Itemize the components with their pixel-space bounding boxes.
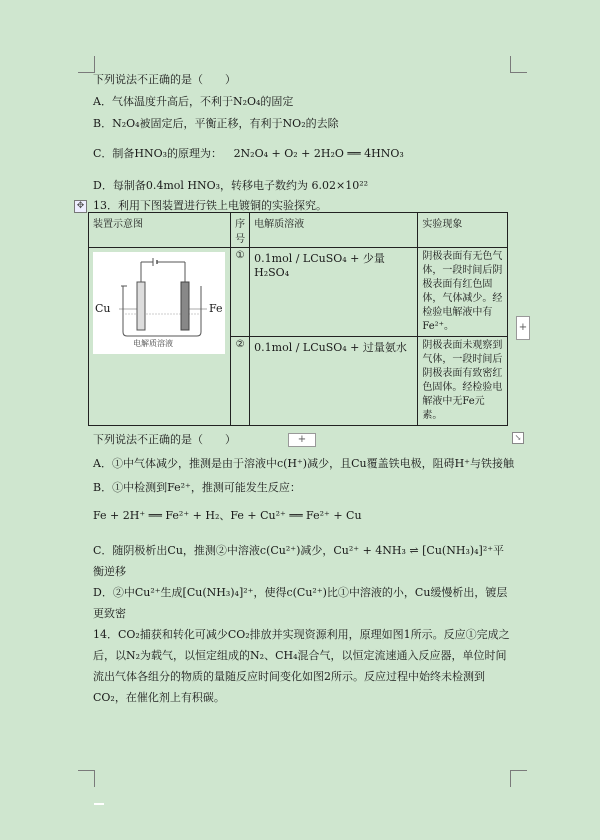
q13-option-c: C．随阴极析出Cu，推测②中溶液c(Cu²⁺)减少，Cu²⁺ + 4NH₃ ⇌ [Cu(NH₃)₄]²⁺平衡逆移	[93, 544, 505, 578]
row-index: ②	[231, 337, 250, 426]
q12-option-c-text: C．制备HNO₃的原理为：	[93, 147, 223, 160]
q12-option-c	[93, 147, 404, 161]
q12-option-b: B．N₂O₄被固定后，平衡正移，有利于NO₂的去除	[93, 117, 339, 130]
q12-option-a: A．气体温度升高后，不利于N₂O₄的固定	[93, 95, 294, 108]
header-solution: 电解质溶液	[250, 213, 418, 248]
solution-caption: 电解质溶液	[133, 339, 173, 348]
experiment-table	[88, 212, 508, 426]
q13-after-stem: 下列说法不正确的是（ ）	[93, 433, 236, 446]
header-apparatus: 装置示意图	[89, 213, 231, 248]
add-row-button[interactable]: +	[288, 433, 316, 447]
table-row	[89, 248, 508, 337]
corner-mark	[78, 770, 95, 787]
row-observation: 阴极表面有无色气体，一段时间后阴极表面有红色固体，气体减少。经检验电解液中有Fe²⁺。	[418, 248, 508, 337]
q12-stem: 下列说法不正确的是（ ）	[93, 73, 236, 86]
cathode-label: Fe	[209, 302, 223, 315]
row-index: ①	[231, 248, 250, 337]
row-solution: 0.1mol / LCuSO₄ + 少量H₂SO₄	[250, 248, 418, 337]
add-column-button[interactable]: +	[516, 316, 530, 340]
q13-option-b-equation: Fe + 2H⁺ ══ Fe²⁺ + H₂、Fe + Cu²⁺ ══ Fe²⁺ + Cu	[93, 509, 362, 522]
row-observation: 阴极表面未观察到气体，一段时间后阴极表面有致密红色固体。经检验电解液中无Fe元素。	[418, 337, 508, 426]
q12-option-d-value: 6.02×10²²	[311, 179, 369, 192]
q14-stem: 14．CO₂捕获和转化可减少CO₂排放并实现资源利用，原理如图1所示。反应①完成之后，以N₂为载气，以恒定组成的N₂、CH₄混合气，以恒定流速通入反应器，单位时间流出气体各组分的物质的量随反应时间变化如图2所示。反应过程中始终未检测到CO₂，在催化剂上有积碳。	[93, 628, 510, 704]
table-move-handle[interactable]: ✥	[74, 200, 87, 213]
corner-mark	[510, 56, 527, 73]
q13-option-d: D．②中Cu²⁺生成[Cu(NH₃)₄]²⁺，使得c(Cu²⁺)比①中溶液的小，Cu缓慢析出，镀层更致密	[93, 586, 508, 620]
apparatus-cell	[89, 248, 231, 426]
q13-option-b: B．①中检测到Fe²⁺，推测可能发生反应：	[93, 481, 301, 494]
q13-option-a: A．①中气体减少，推测是由于溶液中c(H⁺)减少，且Cu覆盖铁电极，阻碍H⁺与铁接触	[93, 457, 514, 470]
row-solution: 0.1mol / LCuSO₄ + 过量氨水	[250, 337, 418, 426]
footer-mark	[94, 803, 104, 805]
header-index: 序号	[231, 213, 250, 248]
q12-option-d	[93, 179, 368, 193]
apparatus-diagram	[93, 252, 225, 354]
q12-option-d-text: D．每制备0.4mol HNO₃，转移电子数约为	[93, 179, 309, 192]
corner-mark	[510, 770, 527, 787]
header-observation: 实验现象	[418, 213, 508, 248]
table-header-row	[89, 213, 508, 248]
q12-option-c-equation: 2N₂O₄ + O₂ + 2H₂O ══ 4HNO₃	[233, 147, 404, 160]
anode-label: Cu	[95, 302, 111, 315]
corner-mark	[78, 56, 95, 73]
table-resize-handle[interactable]: ↘	[512, 432, 524, 444]
q13-stem: 13．利用下图装置进行铁上电镀铜的实验探究。	[93, 199, 327, 212]
